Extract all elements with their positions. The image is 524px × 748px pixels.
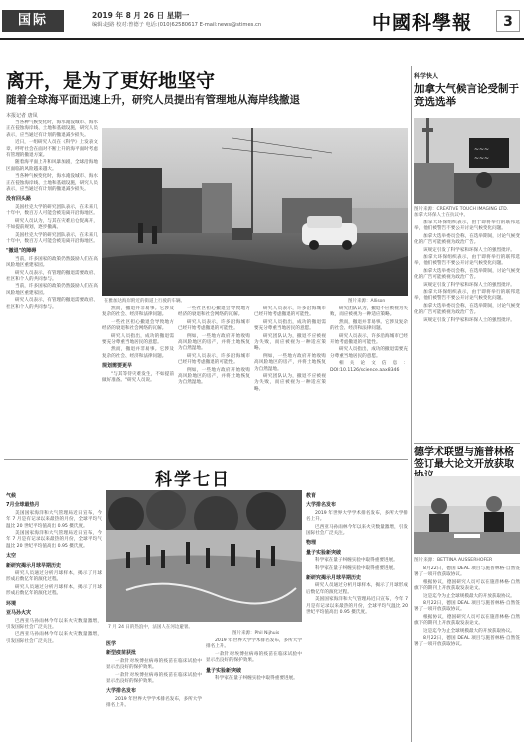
paragraph: 随着海平面上升和风暴加剧，全球沿海地区面临的风险越来越大。 — [6, 160, 98, 172]
week-left-column — [6, 490, 102, 742]
lead-column-3 — [178, 306, 250, 456]
paragraph: 8月22日，德国 DEAL 项目与施普林格·自然签署了一项开放获取协议。 — [414, 566, 520, 578]
sidebar-body-2 — [414, 566, 520, 742]
flood-photo — [102, 128, 408, 296]
protest-photo — [414, 118, 520, 204]
subheading: 没有回头路 — [6, 196, 32, 203]
sign-glyph: ~~~ — [474, 146, 490, 153]
paragraph: 研究人员通过分析月球样本，揭示了月球形成后数亿年的演化过程。 — [6, 584, 102, 597]
week-right-column — [306, 490, 408, 742]
paragraph: 加拿大选举委员会称，在选举期间，讨论气候变化的广告可能被视为政治广告。 — [414, 303, 520, 316]
paragraph: 巴西亚马孙雨林今年以来火灾数量激增，引发国际社会广泛关注。 — [6, 618, 102, 630]
paragraph: 科学家在量子纠缠实验中取得重要进展。 — [315, 565, 398, 571]
week-item-title: 亚马孙火灾 — [6, 610, 32, 617]
week-item-tag: 教育 — [306, 493, 317, 499]
paragraph: 美国杜克大学的研究团队表示，在未来几十年中，数百万人可能会被迫离开沿海地区。 — [6, 204, 98, 217]
paragraph: 研究人员通过分析月球样本，揭示了月球形成后数亿年的演化过程。 — [6, 571, 102, 583]
paragraph: 研究人员表示，有管理的撤退需要政府、社区和个人的共同参与。 — [6, 298, 98, 310]
paragraph: 研究人员表示，许多沿海城市已经开始考虑撤退的可能性。 — [254, 306, 326, 318]
week-mid-column — [106, 638, 202, 742]
week-item-title: 量子实验新突破 — [306, 549, 342, 556]
paragraph: 一些社区担心撤退会导致地方经济的衰退和社会网络的瓦解。 — [102, 319, 174, 332]
paragraph: 当各种气候变化时，海水淹没城市、海水正在侵蚀海岸线、土地和基础设施，研究人员表示，应当通过有计划的撤退减少损失。 — [6, 120, 98, 138]
paragraph: 当前，许多国家的政策仍然鼓励人们在高风险地区重建家园。 — [6, 284, 98, 296]
paragraph: 研究团队认为，撤退不应被视为失败，而应被视为一种适应策略。 — [330, 306, 408, 318]
sidebar-divider — [411, 66, 412, 742]
river-crowd-image — [106, 490, 302, 622]
paragraph: 该规定引发了科学家和环保人士的强烈批评。 — [423, 282, 515, 288]
sidebar-body-1 — [414, 220, 520, 442]
paragraph: 当各种气候变化时，海水淹没城市、海水正在侵蚀海岸线、土地和基础设施，研究人员表示，应当通过有计划的撤退减少损失。 — [6, 174, 98, 193]
issue-date: 2019 年 8 月 26 日 星期一 — [92, 11, 190, 20]
protest-image — [414, 118, 520, 204]
paragraph: 研究人员指出，成功的撤退需要充分尊重当地居民的意愿。 — [330, 347, 408, 359]
paragraph: 例如，一些地方政府开始收购高风险地区的房产，并将土地恢复为自然湿地。 — [254, 353, 326, 372]
paragraph: 美国杜克大学的研究团队表示，在未来几十年中，数百万人可能会被迫离开沿海地区。 — [6, 232, 98, 244]
week-item-title: 新研究揭示月球早期历史 — [306, 575, 362, 582]
paragraph: 近日，一组研究人员在《科学》上发表文章，呼吁社会在面对不断上升的海平面时考虑有管理的撤退方案。 — [6, 140, 98, 159]
paragraph: 2019 年世界大学学术排名发布，多所大学排名上升。 — [206, 638, 302, 650]
paragraph: 加拿大环保组织表示，由于即将举行的联邦选举，他们被警告不要公开讨论气候变化问题。 — [414, 220, 520, 232]
paragraph: 巴西亚马孙雨林今年以来火灾数量激增，引发国际社会广泛关注。 — [306, 524, 408, 537]
lead-byline: 本报记者 唐凤 — [6, 113, 38, 119]
lead-column-1 — [6, 120, 98, 418]
week-item-title: 新研究揭示月球早期历史 — [6, 562, 62, 569]
week-item-tag: 医学 — [106, 641, 117, 647]
sidebar-photo-caption: 加拿大环保人士在抗议中。 — [414, 213, 468, 218]
newspaper-logo: 中國科學報 — [372, 12, 473, 34]
paragraph: 2019 年世界大学学术排名发布，多所大学排名上升。 — [106, 696, 202, 709]
paragraph: 当前，许多国家的政策仍然鼓励人们在高风险地区重建家园。 — [6, 256, 98, 269]
lead-column-4 — [254, 306, 326, 456]
lead-column-2 — [102, 306, 174, 456]
paragraph: 一款针对埃博拉病毒的疫苗在临床试验中显示出良好的保护效果。 — [106, 658, 202, 671]
paragraph: 科学家在量子纠缠实验中取得重要进展。 — [215, 676, 298, 682]
paragraph: 该规定引发了科学家和环保人士的强烈批评。 — [423, 317, 515, 323]
week-item-tag: 物理 — [306, 540, 317, 547]
week-item-tag: 太空 — [6, 553, 17, 560]
week-title: 科学七日 — [155, 470, 231, 490]
signing-image — [414, 476, 520, 554]
sidebar-photo-credit: 图片来源：CREATIVE TOUCH IMAGING LTD. — [414, 207, 509, 212]
paragraph: 该规定引发了科学家和环保人士的强烈批评。 — [423, 247, 515, 253]
paragraph: 美国国家海洋和大气管理局近日宣布，今年 7 月是有记录以来最热的月份，全球平均气温比 20 世纪平均值高出 0.95 摄氏度。 — [306, 597, 408, 616]
paragraph: 8月22日，德国 DEAL 项目与施普林格·自然签署了一项开放获取协议。 — [414, 636, 520, 648]
subheading: "撤退"的障碍 — [6, 248, 37, 255]
sidebar-title-1: 加拿大气候言论受制于竞选选举 — [414, 83, 519, 108]
paragraph: 科学家在量子纠缠实验中取得重要进展。 — [315, 558, 398, 564]
paragraph: 一些社区担心撤退会导致地方经济的衰退和社会网络的瓦解。 — [178, 306, 250, 318]
paragraph: 研究人员指出，成功的撤退需要充分尊重当地居民的意愿。 — [254, 319, 326, 332]
lead-subhead: 随着全球海平面迅速上升，研究人员提出有管理地从海岸线撤退 — [6, 94, 300, 106]
paragraph: 根据协议，德国研究人员可以在施普林格·自然旗下的期刊上开放获取发表论文。 — [414, 614, 520, 627]
week-item-tag: 环境 — [6, 600, 17, 607]
paragraph: 这是迄今为止全球规模最大的开放获取协议。 — [423, 593, 515, 599]
week-item-title: 新型疫苗获批 — [106, 650, 137, 657]
editor-info: 编辑:赵路 校对:曾德子 电话:(010)62580617 E-mail:news@stimes.cn — [92, 22, 262, 28]
doi: 相关论文信息：DOI:10.1126/science.aax8346 — [330, 361, 408, 373]
sidebar-photo-credit-2: 图片来源：BETTINA AUSSERHOFER — [414, 558, 493, 563]
masthead — [0, 0, 524, 38]
paragraph: 研究团队认为，撤退不应被视为失败，而应被视为一种适应策略。 — [254, 333, 326, 352]
paragraph: 研究人员表示，许多沿海城市已经开始考虑撤退的可能性。 — [178, 319, 250, 332]
week-photo-caption: 7 月 24 日的热浪中，法国人在河边避暑。 — [108, 625, 193, 630]
paragraph: 例如，一些地方政府开始收购高风险地区的房产，并将土地恢复为自然湿地。 — [178, 333, 250, 352]
sign-glyph: ~~~ — [474, 155, 490, 162]
week-item-title: 7月全球最热月 — [6, 502, 40, 509]
signing-photo — [414, 476, 520, 554]
sidebar-tag: 科学快人 — [414, 73, 439, 80]
section-divider — [4, 459, 408, 460]
paragraph: 研究人员表示，许多沿海城市已经开始考虑撤退的可能性。 — [178, 353, 250, 366]
paragraph: 研究团队认为，撤退不应被视为失败，而应被视为一种适应策略。 — [254, 374, 326, 392]
paragraph: 加拿大环保组织表示，由于即将举行的联邦选举，他们被警告不要公开讨论气候变化问题。 — [414, 255, 520, 267]
paragraph: 根据协议，德国研究人员可以在施普林格·自然旗下的期刊上开放获取发表论文。 — [414, 579, 520, 592]
lead-headline: 离开，是为了更好地坚守 — [6, 70, 216, 92]
sidebar-rule — [414, 443, 520, 444]
paragraph: 加拿大选举委员会称，在选举期间，讨论气候变化的广告可能被视为政治广告。 — [414, 233, 520, 246]
paragraph: 然而，撤退并非易事。它涉及复杂的社会、经济和法律问题。 — [102, 347, 174, 359]
paragraph: 然而，撤退并非易事。它涉及复杂的社会、经济和法律问题。 — [102, 306, 174, 318]
photo-credit: 图片来源：Allison — [348, 299, 386, 304]
heatwave-photo — [106, 490, 302, 622]
week-item-title: 大学排名发布 — [306, 502, 337, 509]
paragraph: "与其等待灾难发生，不如提前做好准备。"研究人员说。 — [102, 371, 174, 384]
page-number-box: 3 — [496, 10, 520, 32]
paragraph: 加拿大选举委员会称，在选举期间，讨论气候变化的广告可能被视为政治广告。 — [414, 268, 520, 281]
paragraph: 研究人员表示，有管理的撤退需要政府、社区和个人的共同参与。 — [6, 270, 98, 282]
paragraph: 这是迄今为止全球规模最大的开放获取协议。 — [423, 628, 515, 634]
lead-column-5 — [330, 306, 408, 456]
paragraph: 美国国家海洋和大气管理局近日宣布，今年 7 月是有记录以来最热的月份，全球平均气温比 20 世纪平均值高出 0.95 摄氏度。 — [6, 531, 102, 549]
paragraph: 一款针对埃博拉病毒的疫苗在临床试验中显示出良好的保护效果。 — [106, 672, 202, 685]
week-item-title: 量子实验新突破 — [206, 667, 242, 674]
sidebar-title-2: 德学术联盟与施普林格签订最大论文开放获取 — [414, 447, 514, 470]
paragraph: 然而，撤退并非易事。它涉及复杂的社会、经济和法律问题。 — [330, 319, 408, 332]
paragraph: 8月22日，德国 DEAL 项目与施普林格·自然签署了一项开放获取协议。 — [414, 601, 520, 613]
photo-caption: 在雅加达海岸附近的街道上行驶的车辆。 — [104, 299, 185, 304]
paragraph: 研究人员认为，与其在灾难后仓促离开，不如提前规划，逐步撤离。 — [6, 218, 98, 231]
week-mid-column-2 — [206, 638, 302, 742]
masthead-rule — [0, 38, 524, 40]
paragraph: 加拿大环保组织表示，由于即将举行的联邦选举，他们被警告不要公开讨论气候变化问题。 — [414, 290, 520, 302]
week-item-title: 大学排名发布 — [106, 688, 137, 695]
paragraph: 研究人员通过分析月球样本，揭示了月球形成后数亿年的演化过程。 — [306, 583, 408, 595]
paragraph: 例如，一些地方政府开始收购高风险地区的房产，并将土地恢复为自然湿地。 — [178, 367, 250, 386]
paragraph: 美国国家海洋和大气管理局近日宣布，今年 7 月是有记录以来最热的月份，全球平均气温比 20 世纪平均值高出 0.95 摄氏度。 — [6, 510, 102, 529]
paragraph: 巴西亚马孙雨林今年以来火灾数量激增，引发国际社会广泛关注。 — [6, 632, 102, 644]
paragraph: 2019 年世界大学学术排名发布，多所大学排名上升。 — [306, 510, 408, 523]
subheading: 规划需要更早 — [102, 363, 133, 370]
flood-street-image — [102, 128, 408, 296]
paragraph: 研究人员指出，成功的撤退需要充分尊重当地居民的意愿。 — [102, 333, 174, 346]
week-item-tag: 气候 — [6, 493, 17, 499]
paragraph: 一款针对埃博拉病毒的疫苗在临床试验中显示出良好的保护效果。 — [206, 651, 302, 664]
week-photo-credit: 图片来源：Phil Nijhuis — [232, 631, 280, 636]
section-label: 国际 — [2, 10, 64, 32]
paragraph: 研究人员表示，许多沿海城市已经开始考虑撤退的可能性。 — [330, 333, 408, 346]
